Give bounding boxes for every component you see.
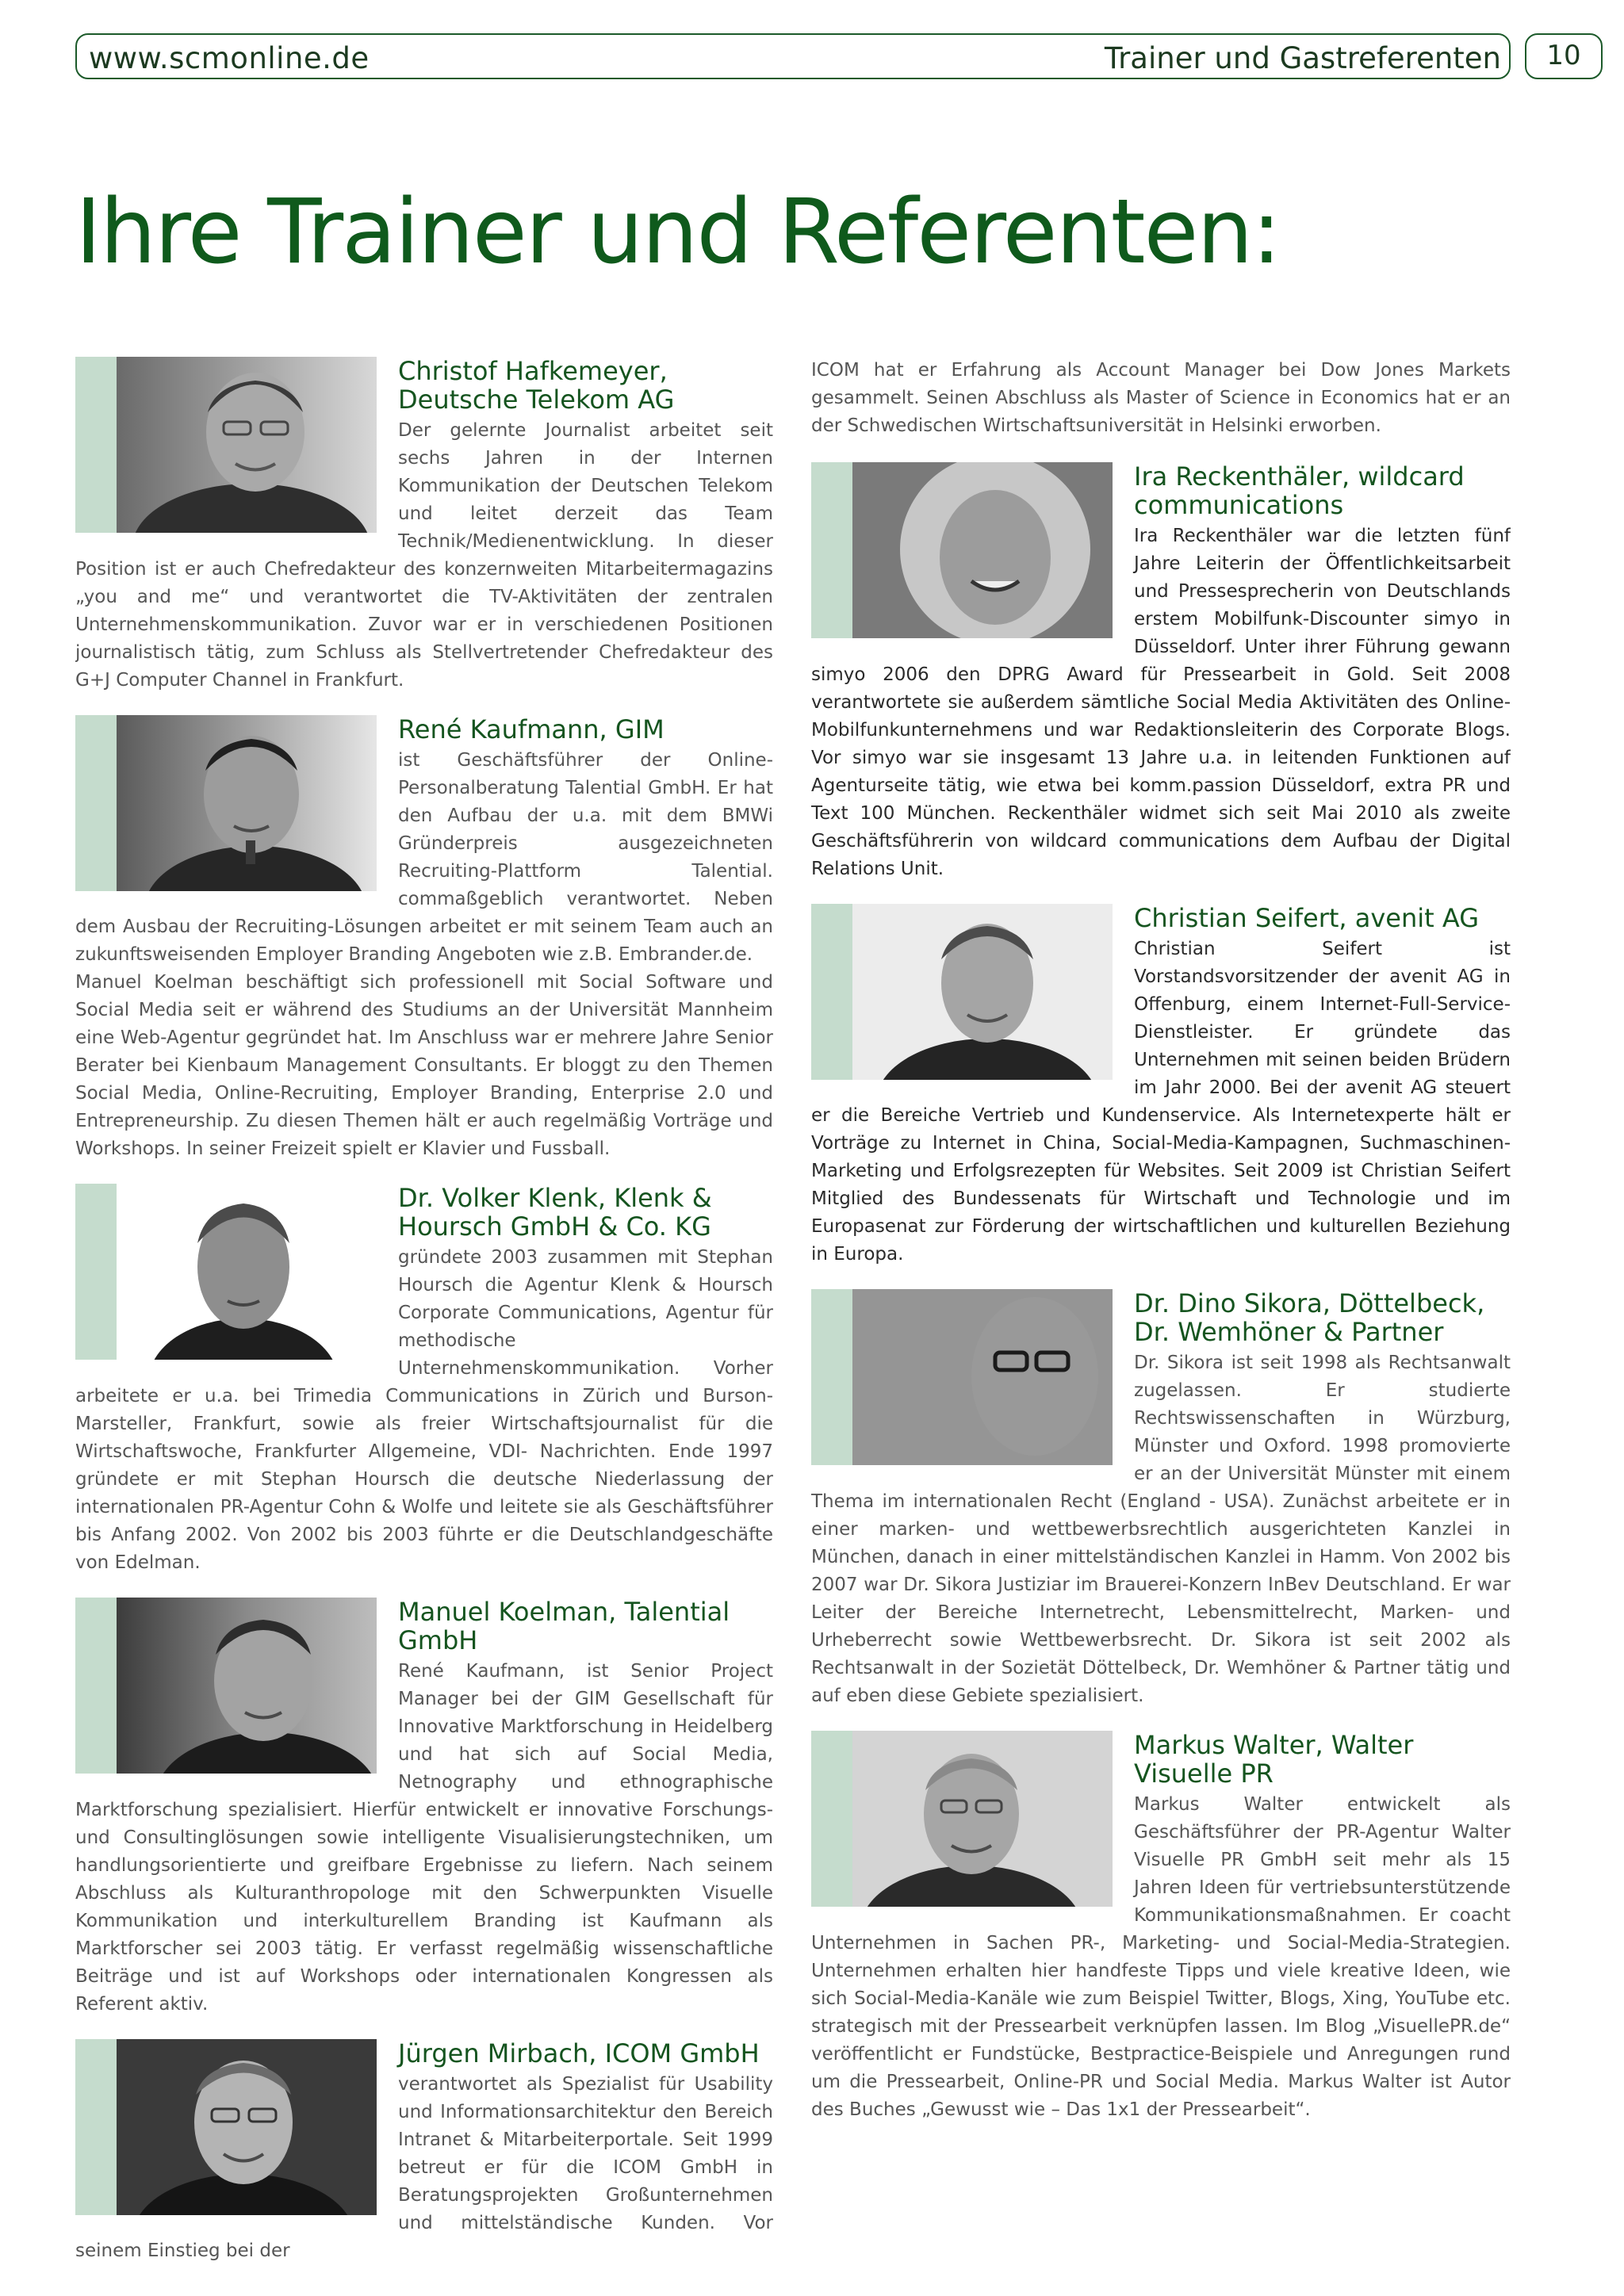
- photo-accent: [75, 1598, 117, 1774]
- page-title: Ihre Trainer und Referenten:: [75, 181, 1281, 284]
- portrait-image: [117, 1184, 377, 1360]
- portrait-photo: [811, 462, 1113, 638]
- portrait-photo: [75, 1598, 377, 1774]
- portrait-photo: [75, 357, 377, 533]
- profile-seifert: [811, 904, 1511, 1269]
- profile-hafkemeyer: [75, 357, 773, 695]
- section-title: Trainer und Gastreferenten: [1104, 41, 1501, 75]
- profile-name: Manuel Koelman, Talential GmbH: [398, 1598, 730, 1655]
- profile-name: Christof Hafkemeyer, Deutsche Telekom AG: [398, 357, 675, 415]
- portrait-image: [117, 715, 377, 891]
- photo-accent: [811, 462, 852, 638]
- profile-name: Christian Seifert, avenit AG: [1134, 904, 1479, 933]
- left-column: [75, 357, 773, 2265]
- portrait-image: [117, 2039, 377, 2215]
- profile-name: Jürgen Mirbach, ICOM GmbH: [398, 2039, 760, 2068]
- profile-kaufmann: [75, 715, 773, 1163]
- profile-text: Der gelernte Journalist arbeitet seit sechs Jahren in der Internen Kommunikation der Deutschen Telekom und leitet derzeit das Team Technik/Medienentwicklung. In dieser Position ist er auch Chefredakteur des konzernweiten Mitarbeitermagazins „you and me“ und verantwortet die TV-Aktivitäten der zentralen Unternehmenskommunikation. Zuvor war er in verschiedenen Positionen journalistisch tätig, zum Schluss als Stellvertretender Chefredakteur des G+J Computer Channel in Frankfurt.: [75, 420, 773, 691]
- site-url[interactable]: www.scmonline.de: [89, 41, 370, 75]
- profile-text: Dr. Sikora ist seit 1998 als Rechtsanwalt zugelassen. Er studierte Rechtswissenschaften in Würzburg, Münster und Oxford. 1998 promovierte er an der Universität Münster mit einem Thema im internationalen Recht (England - USA). Zunächst arbeitete er in einer marken- und wettbewerbsrechtlich ausgerichteten Kanzlei in München, danach in einer mittelständischen Kanzlei in Hamm. Von 2002 bis 2007 war Dr. Sikora Justiziar im Brauerei-Konzern InBev Deutschland. Er war Leiter der Bereiche Internetrecht, Lebensmittelrecht, Marken- und Urheberrecht sowie Wettbewerbsrecht. Dr. Sikora ist seit 2002 als Rechtsanwalt in der Sozietät Döttelbeck, Dr. Wemhöner & Partner tätig und auf eben diese Gebiete spezialisiert.: [811, 1353, 1511, 1706]
- profile-klenk: [75, 1184, 773, 1577]
- photo-accent: [75, 715, 117, 891]
- profile-walter: [811, 1731, 1511, 2124]
- profile-text-continued: Manuel Koelman beschäftigt sich professionell mit Social Software und Social Media seit er während des Studiums an der Universität Mannheim eine Web-Agentur gegründet hat. Im Anschluss war er mehrere Jahre Senior Berater bei Kienbaum Management Consultants. Er bloggt zu den Themen Social Media, Online-Recruiting, Employer Branding, Enterprise 2.0 und Entrepreneurship. Zu diesen Themen hält er auch regelmäßig Vorträge und Workshops. In seiner Freizeit spielt er Klavier und Fussball.: [75, 972, 773, 1159]
- page-number: 10: [1525, 33, 1603, 79]
- profile-name: Markus Walter, Walter Visuelle PR: [1134, 1731, 1414, 1789]
- profile-sikora: [811, 1289, 1511, 1710]
- photo-accent: [811, 904, 852, 1080]
- photo-accent: [75, 1184, 117, 1360]
- right-column: [811, 357, 1511, 2124]
- profile-text: Ira Reckenthäler war die letzten fünf Jahre Leiterin der Öffentlichkeitsarbeit und Pressesprecherin von Deutschlands erstem Mobilfunk-Discounter simyo in Düsseldorf. Unter ihrer Führung gewann simyo 2006 den DPRG Award für Pressearbeit in Gold. Seit 2008 verantwortete sie außerdem sämtliche Social Media Aktivitäten des Online-Mobilfunkunternehmens und war Redaktionsleiterin des Corporate Blogs. Vor simyo war sie insgesamt 13 Jahre u.a. in leitenden Funktionen auf Agenturseite tätig, wie etwa bei komm.passion Düsseldorf, extra PR und Text 100 München. Reckenthäler widmet sich seit Mai 2010 als zweite Geschäftsführerin von wildcard communications dem Aufbau der Digital Relations Unit.: [811, 526, 1511, 879]
- portrait-image: [852, 904, 1113, 1080]
- profile-text: Christian Seifert ist Vorstandsvorsitzender der avenit AG in Offenburg, einem Internet-Full-Service-Dienstleister. Er gründete das Unternehmen mit seinen beiden Brüdern im Jahr 2000. Bei der avenit AG steuert er die Bereiche Vertrieb und Kundenservice. Als Internetexperte hält er Vorträge zu Internet in China, Social-Media-Kampagnen, Suchmaschinen-Marketing und Erfolgsrezepten für Websites. Seit 2009 ist Christian Seifert Mitglied des Bundessenats für Wirtschaft und Technologie und im Europasenat zur Förderung der wirtschaftlichen und kulturellen Beziehung in Europa.: [811, 939, 1511, 1265]
- profile-name: Ira Reckenthäler, wildcard communications: [1134, 462, 1465, 520]
- profile-name: Dr. Volker Klenk, Klenk & Hoursch GmbH & Co. KG: [398, 1184, 712, 1242]
- portrait-image: [117, 357, 377, 533]
- portrait-photo: [75, 1184, 377, 1360]
- portrait-photo: [75, 715, 377, 891]
- profile-text: gründete 2003 zusammen mit Stephan Hoursch die Agentur Klenk & Hoursch Corporate Communications, Agentur für methodische Unternehmenskommunikation. Vorher arbeitete er u.a. bei Trimedia Communications in Zürich und Burson-Marsteller, Frankfurt, sowie als freier Wirtschaftsjournalist für die Wirtschaftswoche, Frankfurter Allgemeine, VDI- Nachrichten. Ende 1997 gründete er mit Stephan Hoursch die deutsche Niederlassung der internationalen PR-Agentur Cohn & Wolfe und leitete sie als Geschäftsführer bis Anfang 2002. Von 2002 bis 2003 führte er die Deutschlandgeschäfte von Edelman.: [75, 1247, 773, 1573]
- portrait-image: [852, 1731, 1113, 1907]
- profile-reckenthaeler: [811, 462, 1511, 883]
- profile-mirbach: [75, 2039, 773, 2265]
- portrait-photo: [75, 2039, 377, 2215]
- profile-text: René Kaufmann, ist Senior Project Manager bei der GIM Gesellschaft für Innovative Marktforschung in Heidelberg und hat sich auf Social Media, Netnography und ethnographische Marktforschung spezialisiert. Hierfür entwickelt er innovative Forschungs- und Consultinglösungen sowie intelligente Visualisierungstechniken, um handlungsorientierte und greifbare Ergebnisse zu liefern. Nach seinem Abschluss als Kulturanthropologe mit den Schwerpunkten Visuelle Kommunikation und interkulturellem Branding ist Kaufmann als Marktforscher sei 2003 tätig. Er verfasst regelmäßig wissenschaftliche Beiträge und ist auf Workshops oder internationalen Kongressen als Referent aktiv.: [75, 1661, 773, 2015]
- profile-text: Markus Walter entwickelt als Geschäftsführer der PR-Agentur Walter Visuelle PR GmbH seit mehr als 15 Jahren Ideen für vertriebsunterstützende Kommunikationsmaßnahmen. Er coacht Unternehmen in Sachen PR-, Marketing- und Social-Media-Strategien. Unternehmen erhalten hier handfeste Tipps und viele kreative Ideen, wie sich Social-Media-Kanäle wie zum Beispiel Twitter, Blogs, Xing, YouTube etc. strategisch mit der Pressearbeit verknüpfen lassen. Im Blog „VisuellePR.de“ veröffentlicht er Fundstücke, Bestpractice-Beispiele und Anregungen rund um die Pressearbeit, Online-PR und Social Media. Markus Walter ist Autor des Buches „Gewusst wie – Das 1x1 der Pressearbeit“.: [811, 1794, 1511, 2120]
- portrait-photo: [811, 1289, 1113, 1465]
- portrait-image: [852, 1289, 1113, 1465]
- profile-text: ist Geschäftsführer der Online-Personalberatung Talential GmbH. Er hat den Aufbau der u.a. mit dem BMWi Gründerpreis ausgezeichneten Recruiting-Plattform Talential. commaßgeblich verantwortet. Neben dem Ausbau der Recruiting-Lösungen arbeitet er mit seinem Team auch an zukunftsweisenden Employer Branding Angeboten wie z.B. Embrander.de.: [75, 750, 773, 965]
- profile-name: René Kaufmann, GIM: [398, 715, 665, 744]
- photo-accent: [75, 357, 117, 533]
- profile-text: verantwortet als Spezialist für Usability und Informationsarchitektur den Bereich Intranet & Mitarbeiterportale. Seit 1999 betreut er für die ICOM GmbH in Beratungsprojekten Großunternehmen und mittelständische Kunden. Vor seinem Einstieg bei der: [75, 2074, 773, 2261]
- portrait-photo: [811, 904, 1113, 1080]
- photo-accent: [811, 1289, 852, 1465]
- photo-accent: [811, 1731, 852, 1907]
- portrait-image: [117, 1598, 377, 1774]
- continued-text: ICOM hat er Erfahrung als Account Manager bei Dow Jones Markets gesammelt. Seinen Abschluss als Master of Science in Economics hat er an der Schwedischen Wirtschaftsuniversität in Helsinki erworben.: [811, 360, 1511, 436]
- profile-koelman: [75, 1598, 773, 2019]
- portrait-image: [852, 462, 1113, 638]
- photo-accent: [75, 2039, 117, 2215]
- profile-name: Dr. Dino Sikora, Döttelbeck, Dr. Wemhöner & Partner: [1134, 1289, 1485, 1347]
- portrait-photo: [811, 1731, 1113, 1907]
